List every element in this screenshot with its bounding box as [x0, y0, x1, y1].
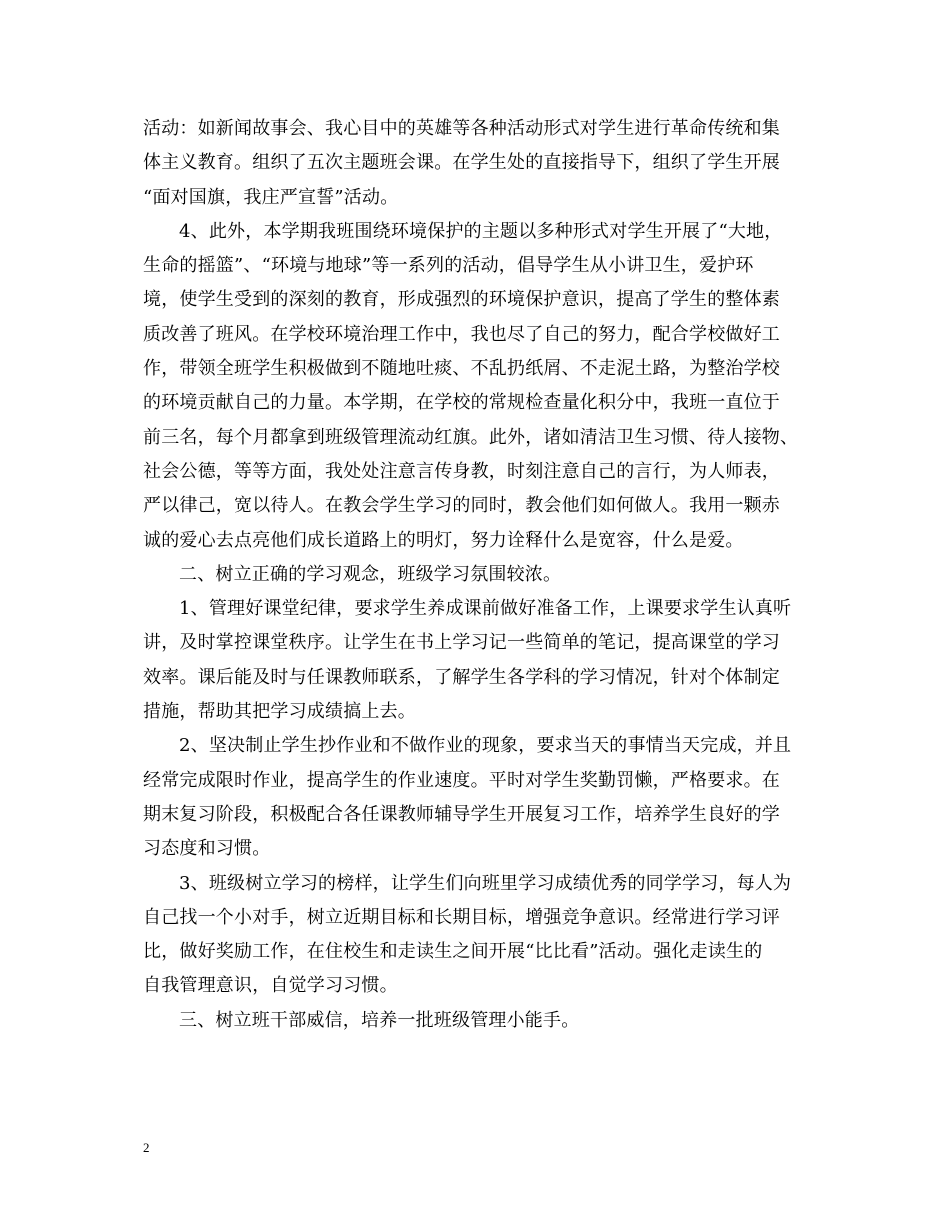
text-line: 效率。课后能及时与任课教师联系，了解学生各学科的学习情况，针对个体制定 — [143, 666, 780, 688]
text-line: 活动：如新闻故事会、我心目中的英雄等各种活动形式对学生进行革命传统和集 — [143, 118, 780, 139]
text-line: 比，做好奖励工作，在住校生和走读生之间开展“比比看”活动。强化走读生的 — [143, 941, 763, 963]
text-line: 期末复习阶段，积极配合各任课教师辅导学生开展复习工作，培养学生良好的学 — [143, 803, 780, 825]
page-number: 2 — [143, 1140, 150, 1155]
section-heading-line: 三、树立班干部威信，培养一批班级管理小能手。 — [179, 1009, 580, 1031]
text-line: 体主义教育。组织了五次主题班会课。在学生处的直接指导下，组织了学生开展 — [143, 152, 780, 174]
text-line: 经常完成限时作业，提高学生的作业速度。平时对学生奖勤罚懒，严格要求。在 — [143, 769, 780, 791]
text-line: 质改善了班风。在学校环境治理工作中，我也尽了自己的努力，配合学校做好工 — [143, 323, 780, 345]
text-line: “面对国旗，我庄严宣誓”活动。 — [143, 186, 399, 208]
section-heading-line: 二、树立正确的学习观念，班级学习氛围较浓。 — [179, 563, 562, 585]
text-line: 严以律己，宽以待人。在教会学生学习的同时，教会他们如何做人。我用一颗赤 — [143, 495, 780, 517]
paragraph-start-line: 1、管理好课堂纪律，要求学生养成课前做好准备工作，上课要求学生认真听 — [179, 598, 792, 620]
text-line: 境，使学生受到的深刻的教育，形成强烈的环境保护意识，提高了学生的整体素 — [143, 289, 780, 311]
text-line: 措施，帮助其把学习成绩搞上去。 — [143, 701, 416, 723]
text-line: 社会公德，等等方面，我处处注意言传身教，时刻注意自己的言行，为人师表， — [143, 460, 780, 482]
text-line: 自己找一个小对手，树立近期目标和长期目标，增强竞争意识。经常进行学习评 — [143, 906, 780, 928]
text-line: 作，带领全班学生积极做到不随地吐痰、不乱扔纸屑、不走泥土路，为整治学校 — [143, 358, 780, 380]
text-line: 的环境贡献自己的力量。本学期，在学校的常规检查量化积分中，我班一直位于 — [143, 392, 780, 414]
paragraph-start-line: 2、坚决制止学生抄作业和不做作业的现象，要求当天的事情当天完成，并且 — [179, 735, 792, 757]
text-line: 诚的爱心去点亮他们成长道路上的明灯，努力诠释什么是宽容，什么是爱。 — [143, 529, 744, 551]
text-line: 生命的摇篮”、“环境与地球”等一系列的活动，倡导学生从小讲卫生，爱护环 — [143, 255, 754, 277]
paragraph-start-line: 4、此外，本学期我班围绕环境保护的主题以多种形式对学生开展了“大地， — [179, 220, 783, 242]
paragraph-start-line: 3、班级树立学习的榜样，让学生们向班里学习成绩优秀的同学学习，每人为 — [179, 872, 792, 894]
document-body — [143, 112, 813, 1038]
text-line: 讲，及时掌控课堂秩序。让学生在书上学习记一些简单的笔记，提高课堂的学习 — [143, 632, 780, 654]
text-line: 习态度和习惯。 — [143, 838, 271, 860]
text-line: 自我管理意识，自觉学习习惯。 — [143, 975, 398, 997]
text-line: 前三名，每个月都拿到班级管理流动红旗。此外，诸如清洁卫生习惯、待人接物、 — [143, 426, 799, 448]
